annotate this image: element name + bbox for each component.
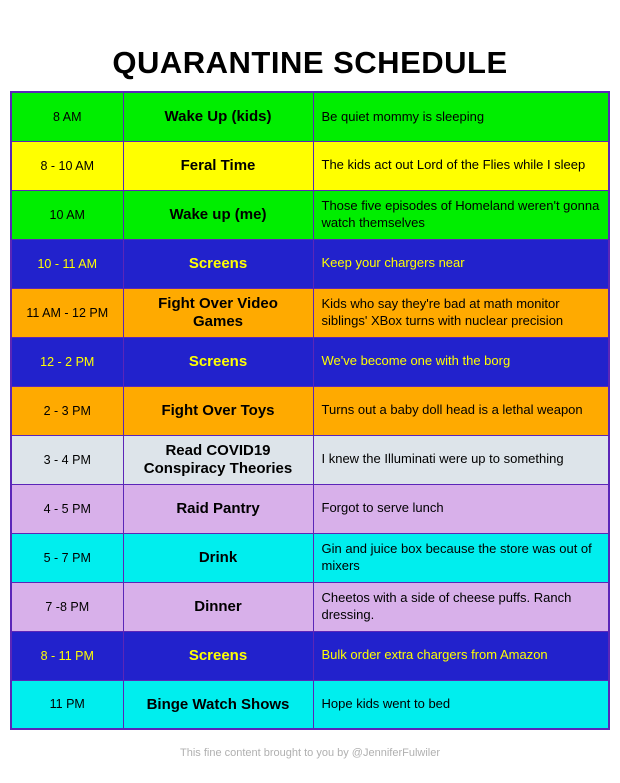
schedule-table [10, 91, 610, 730]
table-row [11, 631, 609, 680]
table-row [11, 239, 609, 288]
cell-note: Kids who say they're bad at math monitor siblings' XBox turns with nuclear precision [313, 288, 609, 337]
table-row [11, 484, 609, 533]
table-row [11, 386, 609, 435]
cell-time: 2 - 3 PM [11, 386, 123, 435]
cell-activity: Wake up (me) [123, 190, 313, 239]
cell-note: I knew the Illuminati were up to something [313, 435, 609, 484]
cell-time: 8 - 11 PM [11, 631, 123, 680]
cell-note: We've become one with the borg [313, 337, 609, 386]
cell-activity: Drink [123, 533, 313, 582]
cell-time: 11 PM [11, 680, 123, 729]
table-row [11, 680, 609, 729]
cell-activity: Fight Over Video Games [123, 288, 313, 337]
cell-time: 10 - 11 AM [11, 239, 123, 288]
cell-time: 8 - 10 AM [11, 141, 123, 190]
cell-note: Gin and juice box because the store was out of mixers [313, 533, 609, 582]
table-row [11, 92, 609, 141]
cell-activity: Fight Over Toys [123, 386, 313, 435]
cell-activity: Screens [123, 631, 313, 680]
cell-activity: Screens [123, 239, 313, 288]
footer-credit: This fine content brought to you by @JenniferFulwiler [179, 747, 441, 759]
cell-time: 7 -8 PM [11, 582, 123, 631]
page-title: QUARANTINE SCHEDULE [112, 45, 508, 80]
cell-note: Forgot to serve lunch [313, 484, 609, 533]
cell-note: Cheetos with a side of cheese puffs. Ranch dressing. [313, 582, 609, 631]
cell-time: 3 - 4 PM [11, 435, 123, 484]
cell-time: 12 - 2 PM [11, 337, 123, 386]
cell-activity: Feral Time [123, 141, 313, 190]
table-row [11, 141, 609, 190]
cell-activity: Wake Up (kids) [123, 92, 313, 141]
cell-note: Turns out a baby doll head is a lethal weapon [313, 386, 609, 435]
table-row [11, 288, 609, 337]
table-row [11, 533, 609, 582]
cell-note: Bulk order extra chargers from Amazon [313, 631, 609, 680]
cell-time: 8 AM [11, 92, 123, 141]
cell-note: Those five episodes of Homeland weren't gonna watch themselves [313, 190, 609, 239]
cell-note: The kids act out Lord of the Flies while I sleep [313, 141, 609, 190]
table-row [11, 190, 609, 239]
table-row [11, 582, 609, 631]
cell-activity: Read COVID19 Conspiracy Theories [123, 435, 313, 484]
table-row [11, 337, 609, 386]
cell-activity: Screens [123, 337, 313, 386]
table-row [11, 435, 609, 484]
cell-activity: Dinner [123, 582, 313, 631]
schedule-table-body [11, 92, 609, 729]
cell-note: Hope kids went to bed [313, 680, 609, 729]
cell-time: 5 - 7 PM [11, 533, 123, 582]
cell-time: 4 - 5 PM [11, 484, 123, 533]
cell-activity: Raid Pantry [123, 484, 313, 533]
cell-activity: Binge Watch Shows [123, 680, 313, 729]
cell-time: 11 AM - 12 PM [11, 288, 123, 337]
cell-note: Keep your chargers near [313, 239, 609, 288]
cell-time: 10 AM [11, 190, 123, 239]
cell-note: Be quiet mommy is sleeping [313, 92, 609, 141]
